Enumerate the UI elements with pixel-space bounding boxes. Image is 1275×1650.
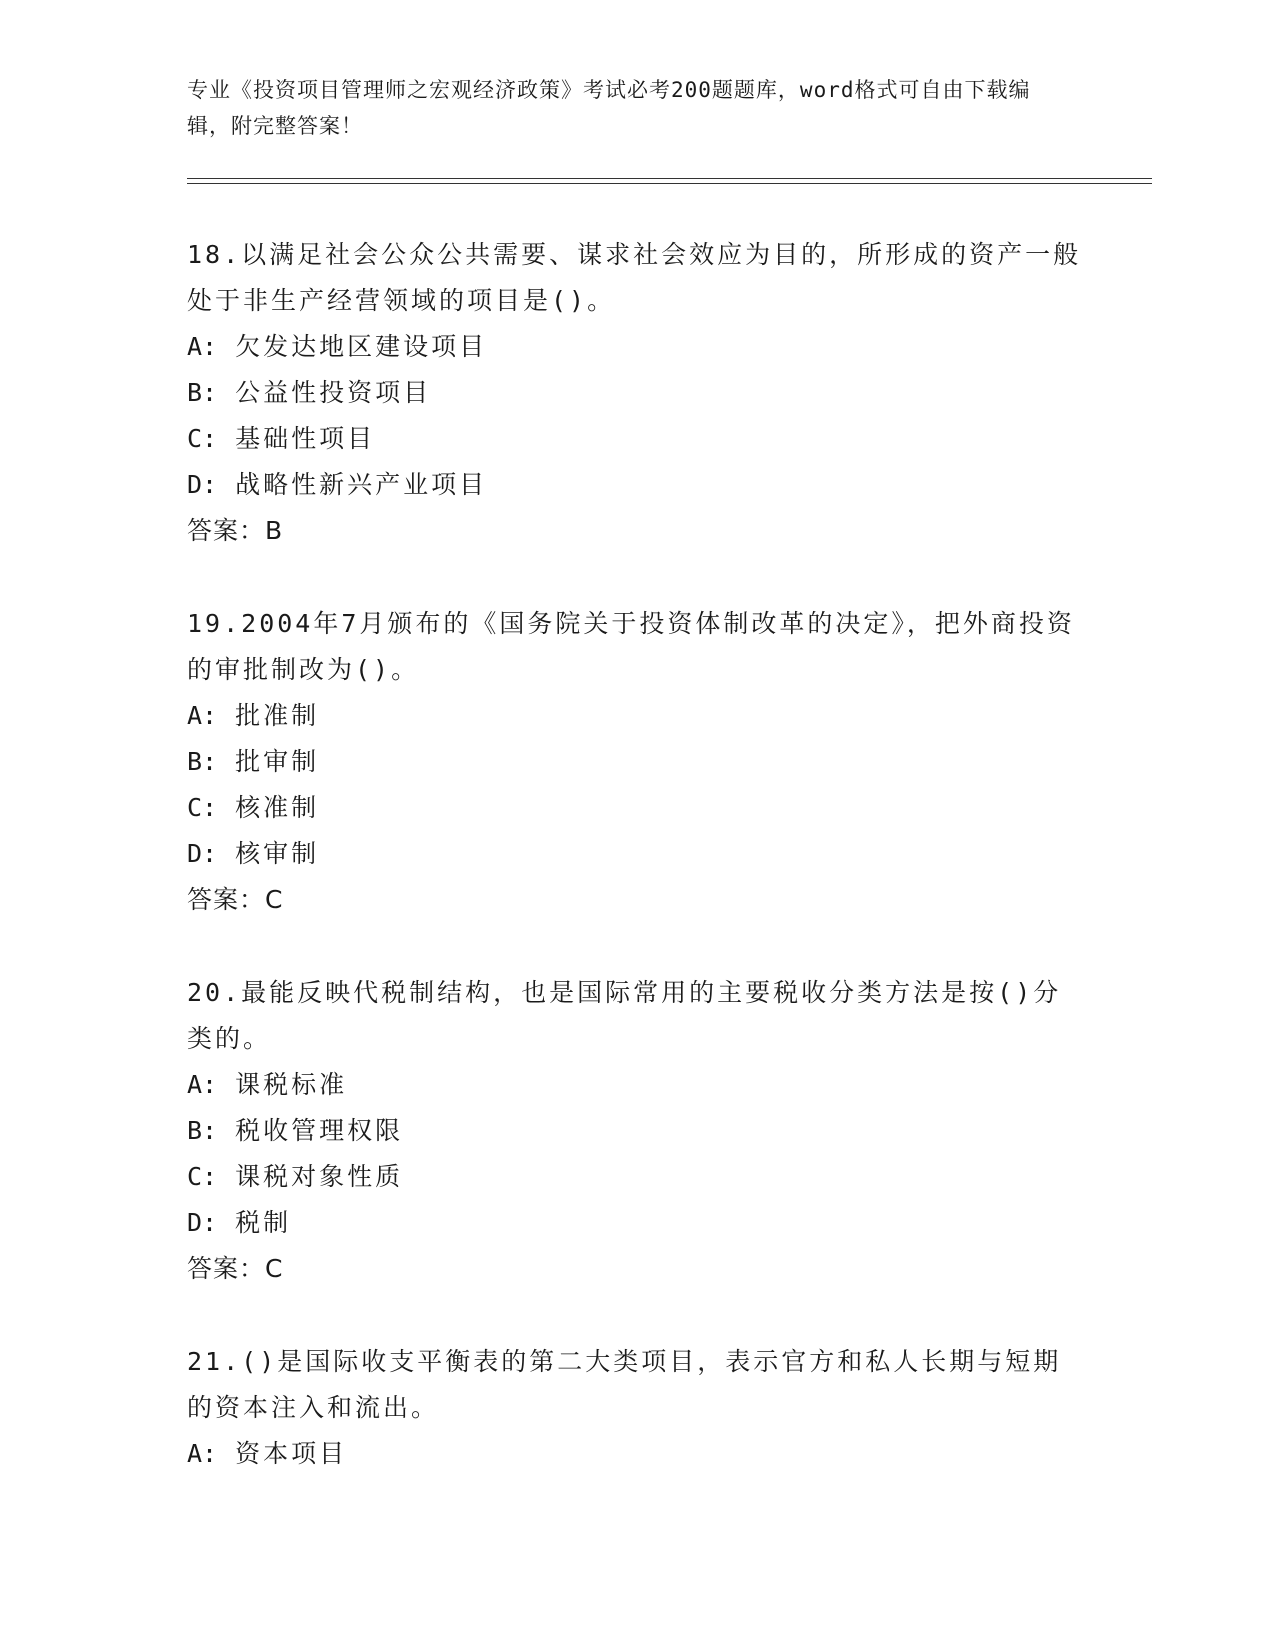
option-text: 批准制 — [235, 701, 320, 730]
option-d — [187, 831, 1087, 877]
question-stem: 2004年7月颁布的《国务院关于投资体制改革的决定》，把外商投资的审批制改为()。 — [187, 609, 1075, 684]
option-a — [187, 1062, 1087, 1108]
question-20 — [187, 970, 1087, 1292]
question-text — [187, 232, 1087, 324]
question-number: 18. — [187, 240, 242, 269]
option-text: 课税对象性质 — [235, 1162, 404, 1191]
option-text: 课税标准 — [235, 1070, 348, 1099]
header-rule-bottom — [187, 183, 1152, 184]
question-text — [187, 970, 1087, 1062]
option-letter: D: — [187, 470, 218, 499]
option-text: 批审制 — [235, 747, 320, 776]
answer-line: 答案：C — [187, 885, 284, 914]
option-text: 税收管理权限 — [235, 1116, 404, 1145]
question-text — [187, 601, 1087, 693]
option-a — [187, 1431, 1087, 1477]
option-d — [187, 462, 1087, 508]
option-letter: B: — [187, 378, 218, 407]
option-letter: B: — [187, 1116, 218, 1145]
question-list — [187, 232, 1087, 1524]
option-text: 基础性项目 — [235, 424, 376, 453]
question-number: 19. — [187, 609, 242, 638]
answer-line: 答案：B — [187, 516, 284, 545]
option-letter: C: — [187, 793, 218, 822]
option-text: 公益性投资项目 — [235, 378, 432, 407]
option-c — [187, 785, 1087, 831]
option-text: 战略性新兴产业项目 — [235, 470, 488, 499]
option-a — [187, 693, 1087, 739]
option-letter: A: — [187, 332, 218, 361]
option-letter: A: — [187, 1070, 218, 1099]
option-b — [187, 1108, 1087, 1154]
option-text: 核审制 — [235, 839, 320, 868]
option-letter: A: — [187, 701, 218, 730]
question-21 — [187, 1339, 1087, 1477]
option-letter: C: — [187, 1162, 218, 1191]
question-18 — [187, 232, 1087, 554]
question-19 — [187, 601, 1087, 923]
document-header: 专业《投资项目管理师之宏观经济政策》考试必考200题题库，word格式可自由下载编辑，附完整答案！ — [187, 78, 1031, 138]
option-b — [187, 739, 1087, 785]
option-text: 税制 — [235, 1208, 292, 1237]
question-stem: 以满足社会公众公共需要、谋求社会效应为目的，所形成的资产一般处于非生产经营领域的项目是()。 — [187, 240, 1082, 315]
question-stem: 最能反映代税制结构，也是国际常用的主要税收分类方法是按()分类的。 — [187, 978, 1062, 1053]
header-rule-top — [187, 178, 1152, 179]
option-text: 核准制 — [235, 793, 320, 822]
option-d — [187, 1200, 1087, 1246]
option-text: 欠发达地区建设项目 — [235, 332, 488, 361]
question-stem: ()是国际收支平衡表的第二大类项目，表示官方和私人长期与短期的资本注入和流出。 — [187, 1347, 1062, 1422]
answer-line: 答案：C — [187, 1254, 284, 1283]
option-c — [187, 1154, 1087, 1200]
option-letter: B: — [187, 747, 218, 776]
option-letter: C: — [187, 424, 218, 453]
option-letter: D: — [187, 839, 218, 868]
question-text — [187, 1339, 1087, 1431]
option-text: 资本项目 — [235, 1439, 348, 1468]
option-c — [187, 416, 1087, 462]
option-b — [187, 370, 1087, 416]
option-letter: D: — [187, 1208, 218, 1237]
option-a — [187, 324, 1087, 370]
question-number: 20. — [187, 978, 242, 1007]
option-letter: A: — [187, 1439, 218, 1468]
question-number: 21. — [187, 1347, 242, 1376]
